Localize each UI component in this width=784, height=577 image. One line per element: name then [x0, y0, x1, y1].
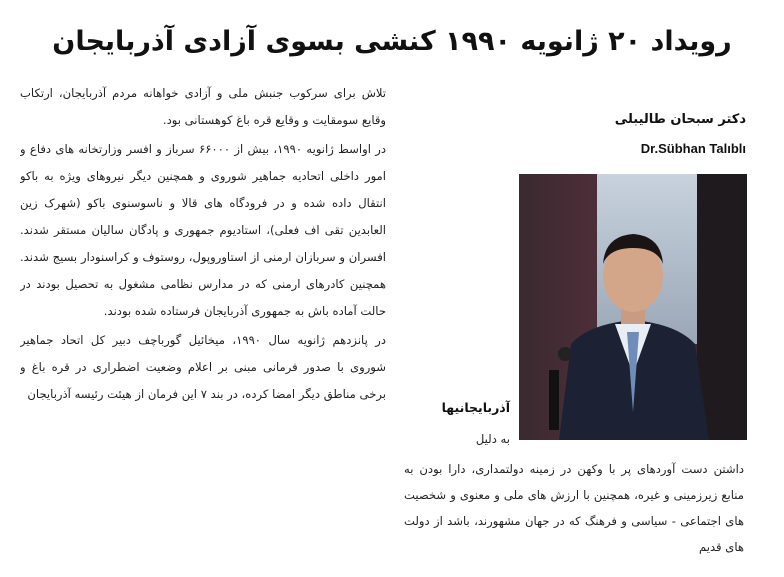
article-headline: رویداد ۲۰ ژانویه ۱۹۹۰ کنشی بسوی آزادی آذربایجان: [52, 26, 732, 57]
right-text-column: داشتن دست آوردهای پر با وکهن در زمینه دولتمداری، دارا بودن به منابع زیرزمینی و غیره، همچنین با ارزش های ملی و معنوی و شخصیت های اجتماعی - سیاسی و فرهنگ که در جهان مشهورند، باشد از دولت های قدیم: [404, 462, 744, 554]
paragraph: تلاش برای سرکوب جنبش ملی و آزادی خواهانه مردم آذربایجان، ارتکاب وقایع سومقایت و وقایع قره باغ کوهستانی بود.: [20, 86, 386, 127]
right-column-heading: آذربایجانیها: [441, 400, 510, 415]
author-name-persian: دکتر سبحان طالیبلی: [614, 112, 746, 127]
author-photo-illustration: [519, 174, 747, 440]
left-text-column: [20, 80, 386, 572]
author-photo: [519, 174, 747, 440]
paragraph: در اواسط ژانویه ۱۹۹۰، بیش از ۶۶۰۰۰ سرباز و افسر وزارتخانه های دفاع و امور داخلی اتحادیه جماهیر شوروی و همچنین دیگر نیروهای ویژه به باکو انتقال داده شده و در فرودگاه های قالا و ناسوسنوی باکو (شهرک زین العابدین تقی اف فعلی)، استادیوم جمهوری و پادگان سالیان مستقر شدند. افسران و سربازان ارمنی از استاوروپول، روستوف و کراسنودار بسیج شدند. همچنین کادرهای ارمنی که در مدارس نظامی مشغول به تحصیل بودند در حالت آماده باش به جمهوری آذربایجان فرستاده شده بودند.: [20, 142, 386, 318]
paragraph: در پانزدهم ژانویه سال ۱۹۹۰، میخائیل گورباچف دبیر کل اتحاد جماهیر شوروی با صدور فرمانی مبنی بر اعلام وضعیت اضطراری در قره باغ و برخی مناطق دیگر امضا کرده، در بند ۷ این فرمان از هیئت رئیسه آذربایجان: [20, 333, 386, 401]
right-column-lead-word: به دلیل: [475, 432, 510, 446]
author-name-latin: Dr.Sübhan Talıblı: [640, 141, 746, 156]
